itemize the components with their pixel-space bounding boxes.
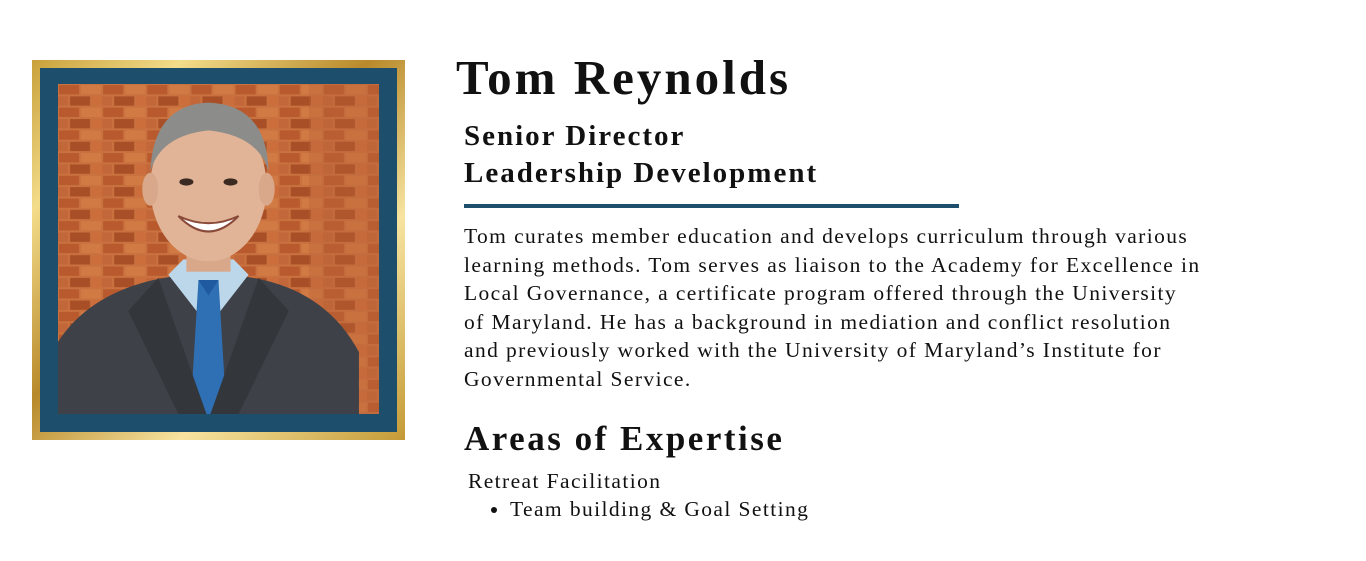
bio-line: Local Governance, a certificate program offered through the University <box>464 281 1178 305</box>
title-divider <box>464 204 959 208</box>
portrait-image <box>58 84 379 414</box>
bio-line: Governmental Service. <box>464 366 692 391</box>
job-title-line: Senior Director <box>464 120 686 152</box>
bio-line: of Maryland. He has a background in mediation and conflict resolution <box>464 309 1172 334</box>
profile-content <box>456 52 1336 523</box>
bio-paragraph <box>464 222 1334 393</box>
expertise-item: • Team building & Goal Setting <box>510 495 1336 523</box>
expertise-category: Retreat Facilitation <box>468 469 662 493</box>
profile-photo-frame <box>32 60 405 440</box>
photo-frame-inner <box>40 68 397 432</box>
job-title <box>464 118 1336 192</box>
bio-line: and previously worked with the University of Maryland’s Institute for <box>464 338 1162 362</box>
job-title-line: Leadership Development <box>464 157 819 189</box>
expertise-heading: Areas of Expertise <box>464 419 785 458</box>
profile-photo <box>58 84 379 414</box>
bio-line: Tom curates member education and develops curriculum through various <box>464 224 1189 248</box>
bio-line: learning methods. Tom serves as liaison to the Academy for Excellence in <box>464 252 1201 277</box>
expertise-list <box>456 495 1336 523</box>
profile-name: Tom Reynolds <box>456 50 792 105</box>
